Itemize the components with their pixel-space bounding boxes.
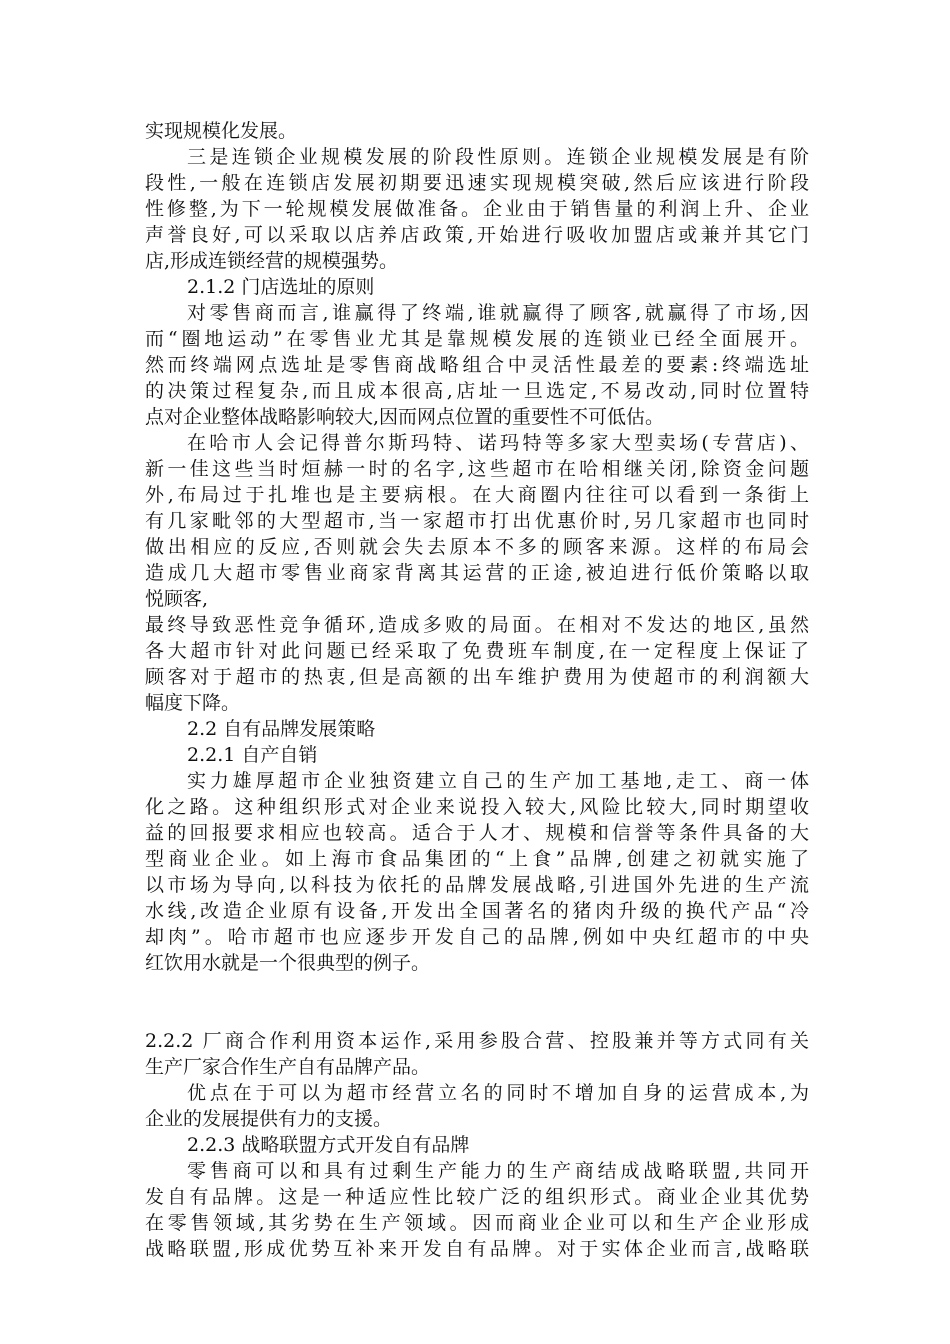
text-line: 新一佳这些当时烜赫一时的名字,这些超市在哈相继关闭,除资金问题 (145, 458, 809, 480)
text-line: 三是连锁企业规模发展的阶段性原则。连锁企业规模发展是有阶 (187, 146, 809, 168)
text-line: 的决策过程复杂,而且成本很高,店址一旦选定,不易改动,同时位置特 (145, 380, 809, 402)
text-line: 外,布局过于扎堆也是主要病根。在大商圈内往往可以看到一条街上 (145, 484, 809, 506)
text-line: 而“圈地运动”在零售业尤其是靠规模发展的连锁业已经全面展开。 (145, 328, 809, 350)
text-line: 性修整,为下一轮规模发展做准备。企业由于销售量的利润上升、企业 (145, 198, 809, 220)
section-heading: 2.2 自有品牌发展策略 (187, 718, 376, 740)
text-line: 幅度下降。 (145, 692, 241, 714)
text-line: 以市场为导向,以科技为依托的品牌发展战略,引进国外先进的生产流 (145, 874, 809, 896)
text-line: 对零售商而言,谁赢得了终端,谁就赢得了顾客,就赢得了市场,因 (187, 302, 809, 324)
section-heading: 2.1.2 门店选址的原则 (187, 276, 375, 298)
body-text-part-1 (145, 118, 809, 976)
text-line: 做出相应的反应,否则就会失去原本不多的顾客来源。这样的布局会 (145, 536, 809, 558)
section-heading: 2.2.1 自产自销 (187, 744, 318, 766)
text-line: 最终导致恶性竞争循环,造成多败的局面。在相对不发达的地区,虽然 (145, 614, 809, 636)
text-line: 益的回报要求相应也较高。适合于人才、规模和信誉等条件具备的大 (145, 822, 809, 844)
text-line: 优点在于可以为超市经营立名的同时不增加自身的运营成本,为 (187, 1082, 809, 1104)
text-line: 点对企业整体战略影响较大,因而网点位置的重要性不可低估。 (145, 406, 665, 428)
text-line: 顾客对于超市的热衷,但是高额的出车维护费用为使超市的利润额大 (145, 666, 809, 688)
section-heading: 2.2.3 战略联盟方式开发自有品牌 (187, 1134, 470, 1156)
text-line: 发自有品牌。这是一种适应性比较广泛的组织形式。商业企业其优势 (145, 1186, 809, 1208)
text-line: 悦顾客, (145, 588, 209, 610)
document-page (145, 118, 809, 1262)
text-line: 战略联盟,形成优势互补来开发自有品牌。对于实体企业而言,战略联 (145, 1238, 809, 1260)
text-line: 实力雄厚超市企业独资建立自己的生产加工基地,走工、商一体 (187, 770, 809, 792)
text-line: 然而终端网点选址是零售商战略组合中灵活性最差的要素:终端选址 (145, 354, 809, 376)
text-line: 型商业企业。如上海市食品集团的“上食”品牌,创建之初就实施了 (145, 848, 809, 870)
body-text-part-2 (145, 1028, 809, 1262)
text-line: 在零售领域,其劣势在生产领域。因而商业企业可以和生产企业形成 (145, 1212, 809, 1234)
text-line: 店,形成连锁经营的规模强势。 (145, 250, 399, 272)
paragraph-gap (145, 976, 809, 1028)
text-line: 声誉良好,可以采取以店养店政策,开始进行吸收加盟店或兼并其它门 (145, 224, 809, 246)
text-line: 水线,改造企业原有设备,开发出全国著名的猪肉升级的换代产品“冷 (145, 900, 809, 922)
text-line: 红饮用水就是一个很典型的例子。 (145, 952, 431, 974)
text-line: 有几家毗邻的大型超市,当一家超市打出优惠价时,另几家超市也同时 (145, 510, 809, 532)
text-line: 化之路。这种组织形式对企业来说投入较大,风险比较大,同时期望收 (145, 796, 809, 818)
text-line: 企业的发展提供有力的支援。 (145, 1108, 393, 1130)
text-line: 段性,一般在连锁店发展初期要迅速实现规模突破,然后应该进行阶段 (145, 172, 809, 194)
section-heading: 2.2.2 厂商合作利用资本运作,采用参股合营、控股兼并等方式同有关 (145, 1030, 809, 1052)
text-line: 生产厂家合作生产自有品牌产品。 (145, 1056, 431, 1078)
text-line: 在哈市人会记得普尔斯玛特、诺玛特等多家大型卖场(专营店)、 (187, 432, 809, 454)
text-line: 却肉”。哈市超市也应逐步开发自己的品牌,例如中央红超市的中央 (145, 926, 809, 948)
text-line: 零售商可以和具有过剩生产能力的生产商结成战略联盟,共同开 (187, 1160, 809, 1182)
text-line: 实现规模化发展。 (145, 120, 298, 142)
text-line: 造成几大超市零售业商家背离其运营的正途,被迫进行低价策略以取 (145, 562, 809, 584)
text-line: 各大超市针对此问题已经采取了免费班车制度,在一定程度上保证了 (145, 640, 809, 662)
